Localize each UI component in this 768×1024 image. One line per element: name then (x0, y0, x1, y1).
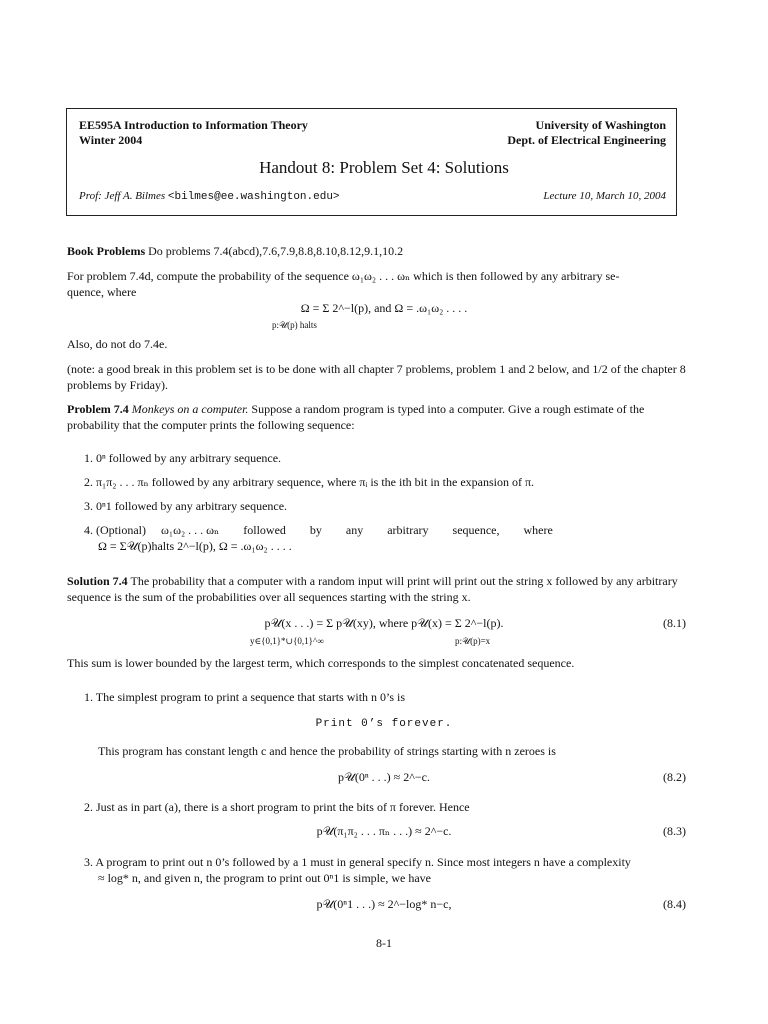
department: Dept. of Electrical Engineering (507, 133, 666, 147)
omega-subscript: p:𝒰(p) halts (272, 320, 317, 330)
book-label: Book Problems (67, 244, 146, 258)
equation-8-4: p𝒰(0ⁿ1 . . .) ≈ 2^−log* n−c, (316, 897, 452, 911)
solution-74 (67, 573, 687, 605)
prof-email: <bilmes@ee.washington.edu> (167, 191, 340, 203)
equation-number: (8.3) (663, 824, 686, 838)
book-problems (67, 243, 687, 259)
solution-item-3b: ≈ log* n, and given n, the program to print out 0ⁿ1 is simple, we have (98, 871, 431, 885)
eq81-subscript-2: p:𝒰(p)=x (455, 636, 491, 646)
solution-label: Solution 7.4 (67, 574, 128, 588)
problem-text: Suppose a random program is typed into a computer. Give a rough estimate of the probability that the computer prints the following sequence: (67, 402, 645, 432)
term: Winter 2004 (79, 133, 143, 147)
p74d-line2: quence, where (67, 285, 137, 299)
list-item: 3. 0ⁿ1 followed by any arbitrary sequence. (84, 499, 288, 513)
course-name: EE595A Introduction to Information Theory (79, 118, 308, 132)
equation-8-2: p𝒰(0ⁿ . . .) ≈ 2^−c. (338, 770, 430, 784)
university: University of Washington (535, 118, 666, 132)
solution-item-1: 1. The simplest program to print a sequence that starts with n 0’s is (84, 690, 406, 704)
prof-name: Prof: Jeff A. Bilmes (79, 190, 166, 202)
list-item: 2. π₁π₂ . . . πₙ followed by any arbitrary sequence, where πᵢ is the ith bit in the expansion of π. (84, 475, 535, 489)
solution-text: The probability that a computer with a random input will print will print out the string x followed by any arbitrary sequence is the sum of the probabilities over all sequences starting with the string x. (67, 574, 678, 604)
professor (79, 190, 340, 203)
list-item-continued: Ω = Σ𝒰(p)halts 2^−l(p), Ω = .ω₁ω₂ . . . . (98, 539, 292, 553)
solution-item-2: 2. Just as in part (a), there is a short program to print the bits of π forever. Hence (84, 800, 470, 814)
equation-8-1: p𝒰(x . . .) = Σ p𝒰(xy), where p𝒰(x) = Σ 2^−l(p). (264, 616, 504, 630)
no-74e: Also, do not do 7.4e. (67, 337, 168, 351)
equation-number: (8.4) (663, 897, 686, 911)
problem-label: Problem 7.4 (67, 402, 129, 416)
equation-number: (8.1) (663, 616, 686, 630)
solution-item-3: 3. A program to print out n 0’s followed by a 1 must in general specify n. Since most integers n have a complexity (84, 855, 631, 869)
equation-8-3: p𝒰(π₁π₂ . . . πₙ . . .) ≈ 2^−c. (316, 824, 452, 838)
note: (note: a good break in this problem set is to be done with all chapter 7 problems, problem 1 and 2 below, and 1/2 of the chapter 8 problems by Friday). (67, 362, 686, 392)
code-print-zeros: Print 0’s forever. (315, 718, 453, 730)
book-text: Do problems 7.4(abcd),7.6,7.9,8.8,8.10,8.12,9.1,10.2 (148, 244, 404, 258)
p74d-line1: For problem 7.4d, compute the probability of the sequence ω₁ω₂ . . . ωₙ which is then followed by any arbitrary se- (67, 269, 620, 283)
list-item: 1. 0ⁿ followed by any arbitrary sequence. (84, 451, 282, 465)
list-item: 4. (Optional) ω₁ω₂ . . . ωₙ followed by any arbitrary sequence, where (84, 523, 553, 537)
eq81-subscript-1: y∈{0,1}*∪{0,1}^∞ (250, 636, 324, 646)
equation-number: (8.2) (663, 770, 686, 784)
page-number: 8-1 (376, 936, 392, 950)
page-title: Handout 8: Problem Set 4: Solutions (259, 158, 509, 177)
problem-topic: Monkeys on a computer. (131, 402, 249, 416)
lecture-info: Lecture 10, March 10, 2004 (543, 190, 666, 202)
lower-bound-text: This sum is lower bounded by the largest term, which corresponds to the simplest concatenated sequence. (67, 656, 575, 670)
solution-item-1b: This program has constant length c and hence the probability of strings starting with n zeroes is (98, 744, 556, 758)
problem-74 (67, 401, 687, 433)
omega-equation: Ω = Σ 2^−l(p), and Ω = .ω₁ω₂ . . . . (300, 301, 468, 315)
